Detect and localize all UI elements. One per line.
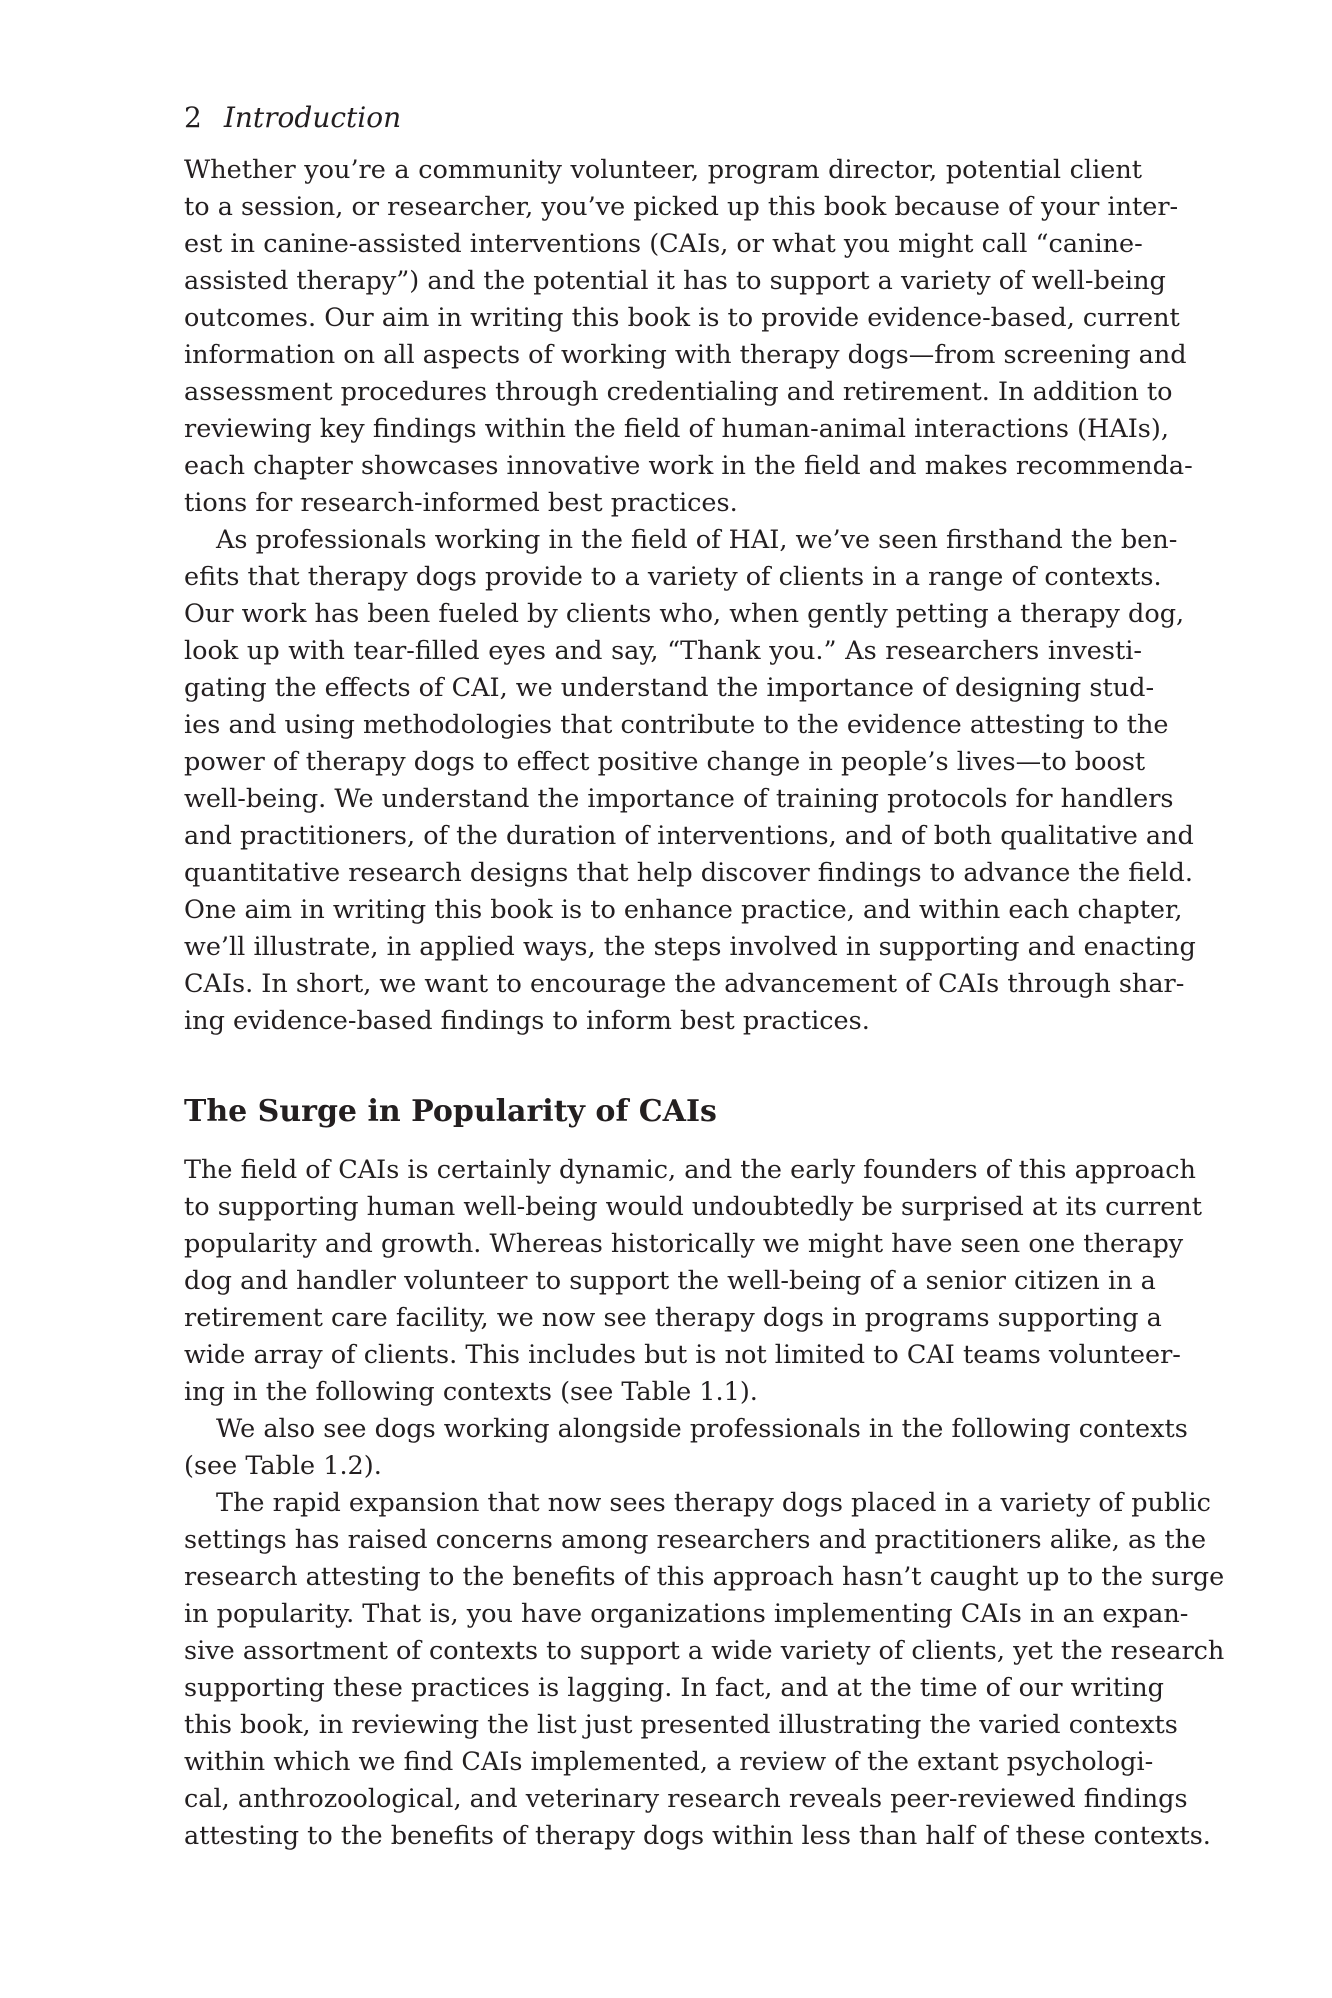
text-line: The field of CAIs is certainly dynamic, and the early founders of this approach bbox=[184, 1155, 1196, 1185]
intro-paragraphs bbox=[184, 152, 1196, 1040]
text-line: settings has raised concerns among researchers and practitioners alike, as the bbox=[184, 1525, 1207, 1555]
text-line: ies and using methodologies that contribute to the evidence attesting to the bbox=[184, 710, 1169, 740]
text-line: within which we find CAIs implemented, a review of the extant psychologi- bbox=[184, 1747, 1154, 1777]
text-line: est in canine-assisted interventions (CAIs, or what you might call “canine- bbox=[184, 229, 1143, 259]
section-paragraphs bbox=[184, 1152, 1225, 1855]
text-line: to supporting human well-being would undoubtedly be surprised at its current bbox=[184, 1192, 1202, 1222]
text-line: quantitative research designs that help discover findings to advance the field. bbox=[184, 858, 1193, 888]
text-line: we’ll illustrate, in applied ways, the steps involved in supporting and enacting bbox=[184, 932, 1196, 962]
text-line: assisted therapy”) and the potential it has to support a variety of well-being bbox=[184, 266, 1166, 296]
text-line: ing in the following contexts (see Table 1.1). bbox=[184, 1377, 758, 1407]
text-line: Our work has been fueled by clients who, when gently petting a therapy dog, bbox=[184, 599, 1185, 629]
text-line: research attesting to the benefits of this approach hasn’t caught up to the surge bbox=[184, 1562, 1225, 1592]
text-line: assessment procedures through credentialing and retirement. In addition to bbox=[184, 377, 1173, 407]
text-line: look up with tear-filled eyes and say, “Thank you.” As researchers investi- bbox=[184, 636, 1142, 666]
text-line: attesting to the benefits of therapy dogs within less than half of these contexts. bbox=[184, 1821, 1211, 1851]
text-line: One aim in writing this book is to enhance practice, and within each chapter, bbox=[184, 895, 1183, 925]
section-heading: The Surge in Popularity of CAIs bbox=[184, 1094, 717, 1129]
text-line: in popularity. That is, you have organizations implementing CAIs in an expan- bbox=[184, 1599, 1189, 1629]
text-line: (see Table 1.2). bbox=[184, 1451, 382, 1481]
text-line: As professionals working in the field of HAI, we’ve seen firsthand the ben- bbox=[216, 525, 1178, 555]
text-line: power of therapy dogs to effect positive change in people’s lives—to boost bbox=[184, 747, 1146, 777]
text-line: each chapter showcases innovative work in the field and makes recommenda- bbox=[184, 451, 1193, 481]
text-line: outcomes. Our aim in writing this book is to provide evidence-based, current bbox=[184, 303, 1180, 333]
text-line: well-being. We understand the importance of training protocols for handlers bbox=[184, 784, 1174, 814]
paragraph bbox=[184, 1485, 1225, 1855]
paragraph bbox=[184, 152, 1193, 522]
paragraph bbox=[184, 1152, 1202, 1411]
paragraph bbox=[184, 1411, 1188, 1485]
text-line: efits that therapy dogs provide to a variety of clients in a range of contexts. bbox=[184, 562, 1162, 592]
text-line: dog and handler volunteer to support the well-being of a senior citizen in a bbox=[184, 1266, 1156, 1296]
text-line: and practitioners, of the duration of interventions, and of both qualitative and bbox=[184, 821, 1194, 851]
text-line: CAIs. In short, we want to encourage the advancement of CAIs through shar- bbox=[184, 969, 1185, 999]
text-line: We also see dogs working alongside professionals in the following contexts bbox=[216, 1414, 1188, 1444]
text-line: information on all aspects of working with therapy dogs—from screening and bbox=[184, 340, 1187, 370]
text-line: reviewing key findings within the field of human-animal interactions (HAIs), bbox=[184, 414, 1169, 444]
paragraph bbox=[184, 522, 1196, 1040]
body-text bbox=[184, 152, 1225, 1855]
text-line: gating the effects of CAI, we understand the importance of designing stud- bbox=[184, 673, 1155, 703]
text-line: wide array of clients. This includes but is not limited to CAI teams volunteer- bbox=[184, 1340, 1181, 1370]
text-line: supporting these practices is lagging. In fact, and at the time of our writing bbox=[184, 1673, 1164, 1703]
text-line: Whether you’re a community volunteer, program director, potential client bbox=[184, 155, 1142, 185]
text-line: retirement care facility, we now see therapy dogs in programs supporting a bbox=[184, 1303, 1162, 1333]
text-line: sive assortment of contexts to support a wide variety of clients, yet the research bbox=[184, 1636, 1225, 1666]
text-line: ing evidence-based findings to inform best practices. bbox=[184, 1006, 870, 1036]
page-number: 2 bbox=[184, 101, 202, 134]
text-line: to a session, or researcher, you’ve picked up this book because of your inter- bbox=[184, 192, 1179, 222]
running-head bbox=[184, 100, 401, 136]
text-line: popularity and growth. Whereas historically we might have seen one therapy bbox=[184, 1229, 1184, 1259]
text-line: tions for research-informed best practices. bbox=[184, 488, 738, 518]
text-line: this book, in reviewing the list just presented illustrating the varied contexts bbox=[184, 1710, 1178, 1740]
running-head-section: Introduction bbox=[223, 101, 402, 134]
text-line: cal, anthrozoological, and veterinary research reveals peer-reviewed findings bbox=[184, 1784, 1188, 1814]
text-line: The rapid expansion that now sees therapy dogs placed in a variety of public bbox=[216, 1488, 1211, 1518]
